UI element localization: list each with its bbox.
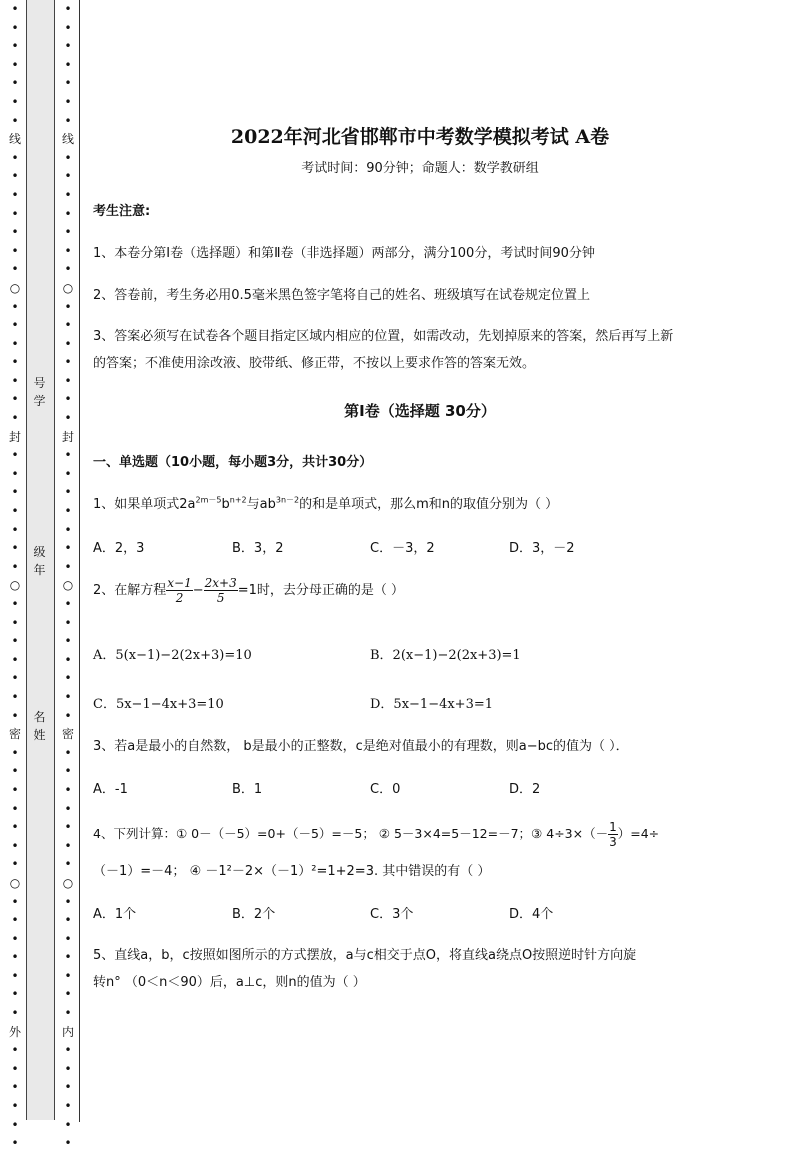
fraction: $\frac{1}{3}$ xyxy=(609,820,617,849)
q2-option-d[interactable]: D．5x−1−4x+3=1 xyxy=(370,697,494,712)
inner-marker-circle: ○ xyxy=(62,280,74,295)
name-label: 名 姓 xyxy=(33,710,46,742)
inner-marker-nei: 内 xyxy=(61,1024,74,1039)
q3-option-c[interactable]: C．0 xyxy=(370,782,401,797)
q1-option-a[interactable]: A．2，3 xyxy=(93,541,145,556)
inner-dot-column: • • • • • • • 线 • • • • • • • ○ • • • • • • • 封 • • • • • • • ○ • • • • • • • 密 • • • • • • • ○ • • • • • • • 内 • • • • • • xyxy=(61,2,74,1151)
inner-marker-mi: 密 xyxy=(61,727,74,742)
exam-subtitle: 考试时间：90分钟；命题人：数学教研组 xyxy=(301,161,539,176)
exam-title: 2022年河北省邯郸市中考数学模拟考试 A卷 xyxy=(230,126,610,148)
fraction: $\frac{2x+3}{5}$ xyxy=(204,576,237,605)
q2-option-b[interactable]: B．2(x−1)−2(2x+3)=1 xyxy=(370,648,521,663)
outer-marker-circle: ○ xyxy=(9,578,21,593)
question-5-line1: 5、直线a，b，c按照如图所示的方式摆放，a与c相交于点O，将直线a绕点O按照逆时针方向旋 xyxy=(93,948,637,963)
section-heading: 一、单选题（10小题，每小题3分，共计30分） xyxy=(93,455,373,470)
q4-option-d[interactable]: D．4个 xyxy=(509,907,554,922)
outer-dot-column: • • • • • • • 线 • • • • • • • ○ • • • • • • • 封 • • • • • • • ○ • • • • • • • 密 • • • • • • • ○ • • • • • • • 外 • • • • • • xyxy=(8,2,21,1151)
q4-option-a[interactable]: A．1个 xyxy=(93,907,137,922)
q1-option-c[interactable]: C．－3，2 xyxy=(370,541,435,556)
grade-label: 级 年 xyxy=(33,545,46,577)
q2-option-a[interactable]: A．5(x−1)−2(2x+3)=10 xyxy=(93,648,252,663)
question-5-line2: 转n° （0＜n＜90）后，a⊥c，则n的值为（ ） xyxy=(93,975,366,990)
q3-option-a[interactable]: A．-1 xyxy=(93,782,128,797)
part1-title: 第Ⅰ卷（选择题 30分） xyxy=(344,402,496,420)
outer-marker-circle: ○ xyxy=(9,280,21,295)
fraction: $\frac{x-1}{2}$ xyxy=(167,576,192,605)
question-4-line2: （－1）=－4； ④ －1²－2×（－1）²=1+2=3. 其中错误的有（ ） xyxy=(93,864,491,879)
notice-item-2: 2、答卷前，考生务必用0.5毫米黑色签字笔将自己的姓名、班级填写在试卷规定位置上 xyxy=(93,288,590,303)
q3-option-d[interactable]: D．2 xyxy=(509,782,541,797)
outer-marker-wai: 外 xyxy=(8,1024,21,1039)
binding-line xyxy=(79,0,80,1122)
notice-item-3-line2: 的答案；不准使用涂改液、胶带纸、修正带，不按以上要求作答的答案无效。 xyxy=(93,356,536,371)
outer-marker-feng: 封 xyxy=(8,429,21,444)
question-3-stem: 3、若a是最小的自然数， b是最小的正整数，c是绝对值最小的有理数，则a−bc的值为（ ）． xyxy=(93,739,629,754)
notice-heading: 考生注意: xyxy=(93,204,151,219)
q2-option-c[interactable]: C．5x−1−4x+3=10 xyxy=(93,697,224,712)
outer-marker-mi: 密 xyxy=(8,727,21,742)
outer-marker-circle: ○ xyxy=(9,875,21,890)
outer-marker-xian: 线 xyxy=(8,132,21,147)
q1-option-b[interactable]: B．3，2 xyxy=(232,541,284,556)
q4-option-c[interactable]: C．3个 xyxy=(370,907,414,922)
question-4-line1: 4、下列计算：① 0－（－5）=0+（－5）=－5； ② 5－3×4=5－12=－7；③ 4÷3×（－ $\frac{1}{3}$ ）=4÷ xyxy=(93,820,660,849)
notice-item-3-line1: 3、答案必须写在试卷各个题目指定区域内相应的位置，如需改动，先划掉原来的答案，然后再写上新 xyxy=(93,329,674,344)
question-1-stem: 1、如果单项式$2a^{2m-5}b^{n+2}$与$ab^{3n-2}$的和是单项式，那么m和n的取值分别为（ ） xyxy=(93,495,559,512)
q3-option-b[interactable]: B．1 xyxy=(232,782,263,797)
inner-marker-circle: ○ xyxy=(62,578,74,593)
q1-option-d[interactable]: D．3，－2 xyxy=(509,541,575,556)
inner-marker-xian: 线 xyxy=(61,132,74,147)
student-id-label: 号 学 xyxy=(33,376,46,408)
q4-option-b[interactable]: B．2个 xyxy=(232,907,276,922)
notice-item-1: 1、本卷分第Ⅰ卷（选择题）和第Ⅱ卷（非选择题）两部分，满分100分，考试时间90分钟 xyxy=(93,246,595,261)
inner-marker-circle: ○ xyxy=(62,875,74,890)
question-2-stem: 2、在解方程 $\frac{x-1}{2}$ − $\frac{2x+3}{5}$ =1时，去分母正确的是（ ） xyxy=(93,576,405,605)
inner-marker-feng: 封 xyxy=(61,429,74,444)
